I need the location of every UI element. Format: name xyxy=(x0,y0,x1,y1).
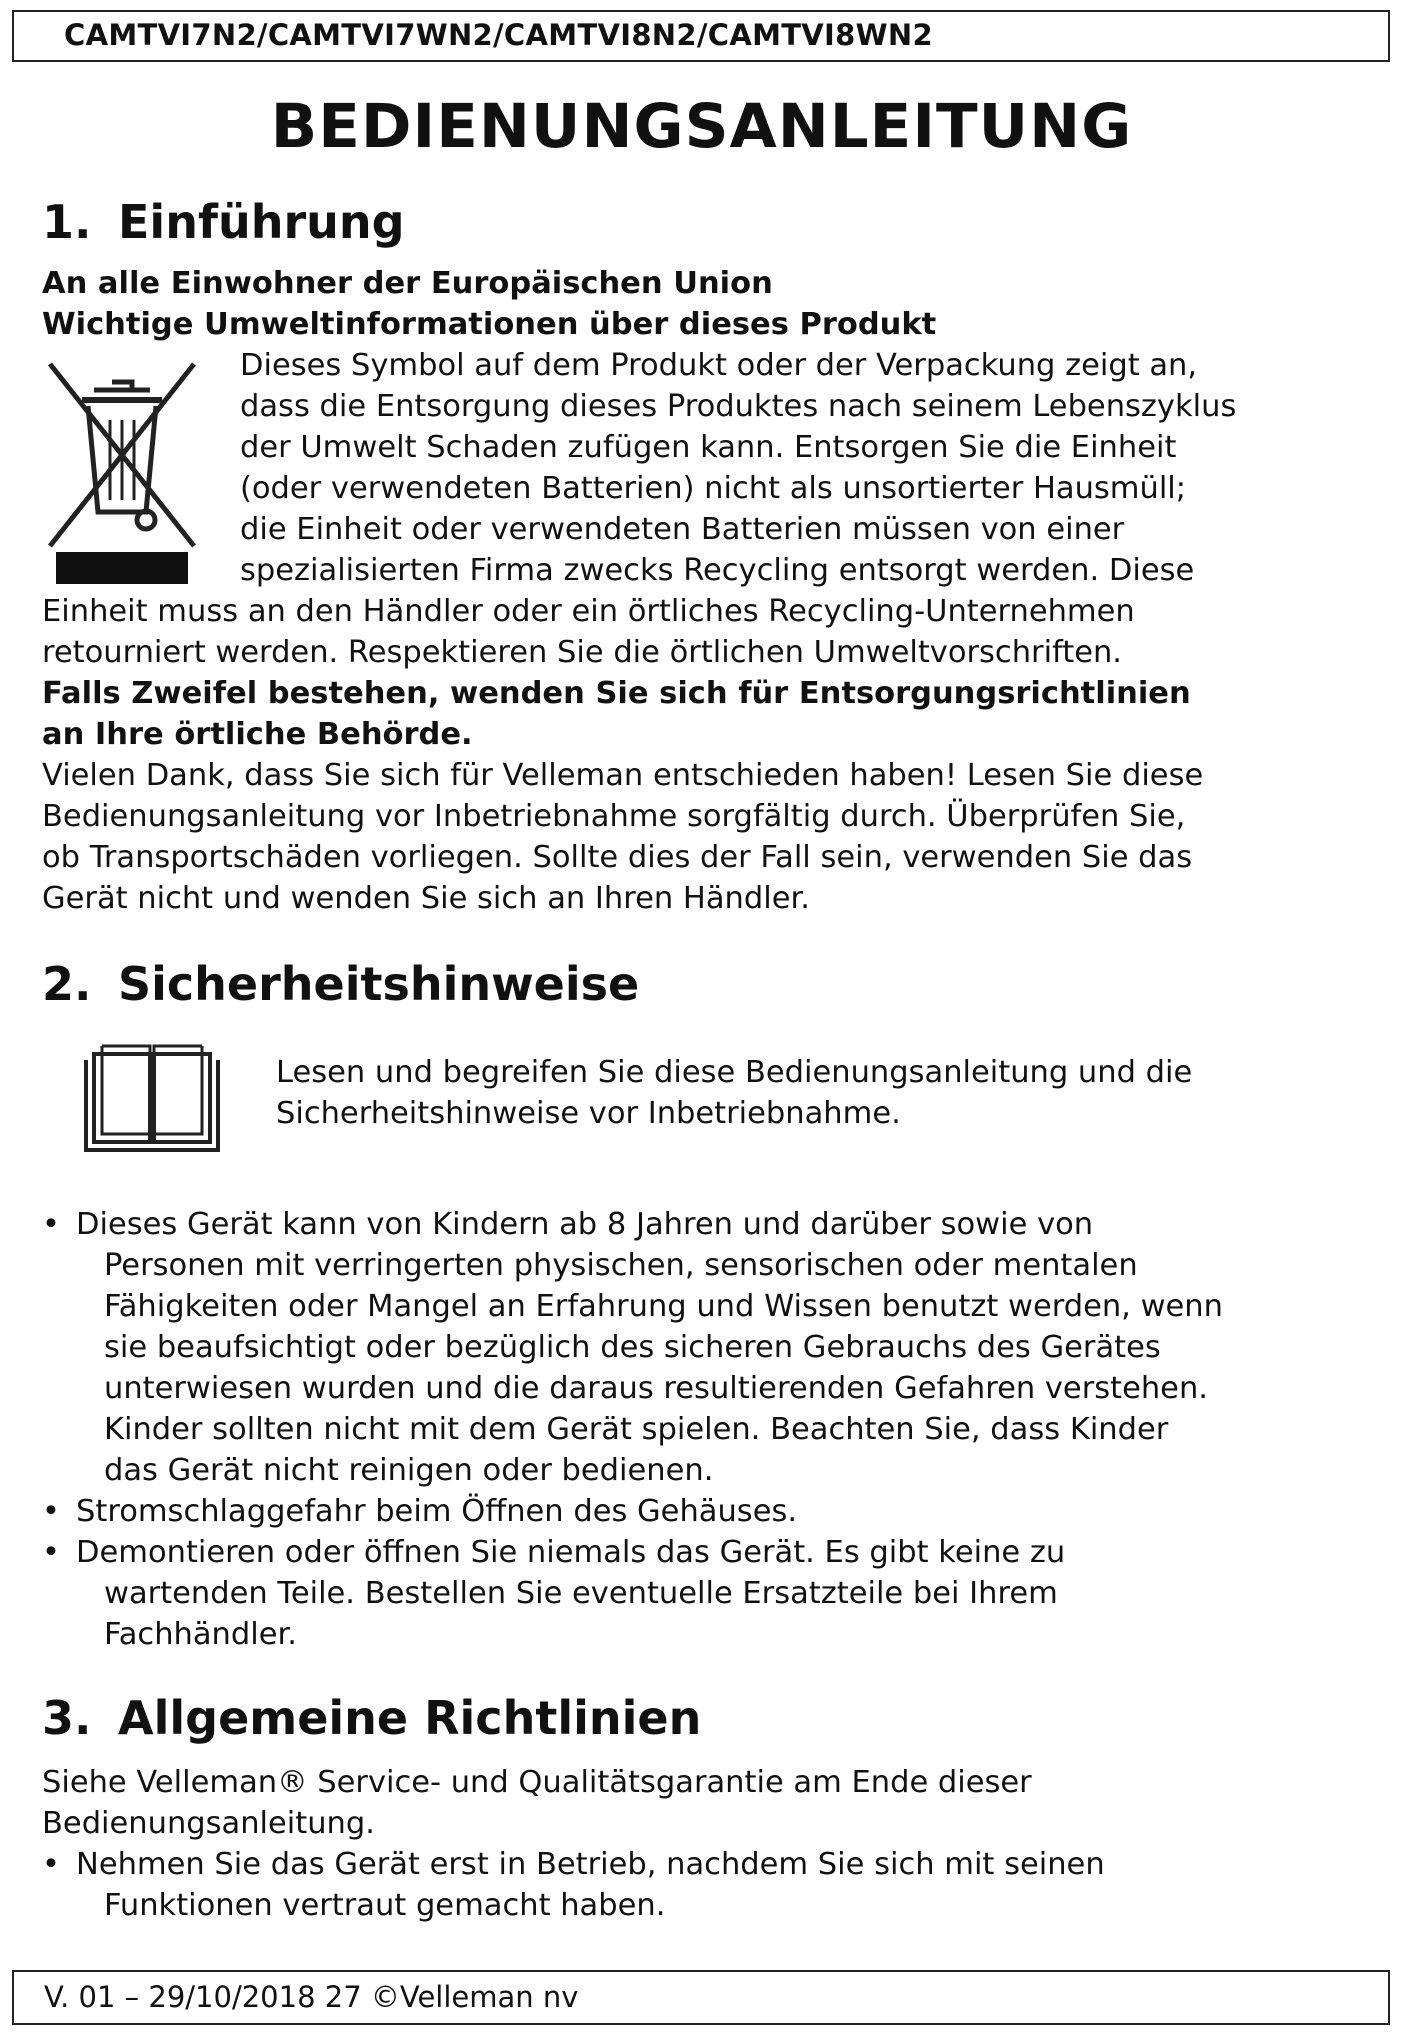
read-manual-line-1: Lesen und begreifen Sie diese Bedienungsanleitung und die xyxy=(276,1055,1193,1090)
section-3-number: 3. xyxy=(42,1691,92,1745)
section-2-heading xyxy=(42,956,639,1012)
section-3-title: Allgemeine Richtlinien xyxy=(118,1691,702,1745)
safety-bullet-3-line-1: Demontieren oder öffnen Sie niemals das Gerät. Es gibt keine zu xyxy=(76,1535,1066,1570)
read-manual-line-2: Sicherheitshinweise vor Inbetriebnahme. xyxy=(276,1096,901,1131)
safety-bullet-1-line-1: Dieses Gerät kann von Kindern ab 8 Jahren und darüber sowie von xyxy=(76,1207,1094,1242)
guarantee-line-2: Bedienungsanleitung. xyxy=(42,1806,375,1841)
section-1-heading xyxy=(42,194,405,250)
crossed-out-wheelie-bin-icon xyxy=(42,356,202,591)
eu-residents-line: An alle Einwohner der Europäischen Union xyxy=(42,266,773,301)
safety-bullet-1-line-5: unterwiesen wurden und die daraus resultierenden Gefahren verstehen. xyxy=(104,1371,1208,1406)
safety-bullet-1-line-3: Fähigkeiten oder Mangel an Erfahrung und Wissen benutzt werden, wenn xyxy=(104,1289,1223,1324)
bullet-marker: • xyxy=(42,1847,60,1882)
open-book-icon xyxy=(82,1040,222,1156)
safety-bullet-1-line-6: Kinder sollten nicht mit dem Gerät spielen. Beachten Sie, dass Kinder xyxy=(104,1412,1169,1447)
section-1-title: Einführung xyxy=(118,195,405,249)
environment-info-line: Wichtige Umweltinformationen über dieses Produkt xyxy=(42,307,937,342)
document-title: BEDIENUNGSANLEITUNG xyxy=(270,91,1133,162)
model-numbers: CAMTVI7N2/CAMTVI7WN2/CAMTVI8N2/CAMTVI8WN2 xyxy=(64,18,933,52)
doubt-notice-line-2: an Ihre örtliche Behörde. xyxy=(42,717,473,752)
guideline-bullet-1-line-2: Funktionen vertraut gemacht haben. xyxy=(104,1888,666,1923)
section-2-number: 2. xyxy=(42,957,92,1011)
weee-text-line-1: Dieses Symbol auf dem Produkt oder der Verpackung zeigt an, xyxy=(240,348,1198,383)
bullet-marker: • xyxy=(42,1535,60,1570)
footer-version-page-copyright: V. 01 – 29/10/2018 27 ©Velleman nv xyxy=(44,1980,579,2014)
page-footer xyxy=(12,1970,1390,2025)
section-1-number: 1. xyxy=(42,195,92,249)
safety-bullet-1-line-7: das Gerät nicht reinigen oder bedienen. xyxy=(104,1453,714,1488)
guideline-bullet-1-line-1: Nehmen Sie das Gerät erst in Betrieb, nachdem Sie sich mit seinen xyxy=(76,1847,1105,1882)
safety-bullet-2-line-1: Stromschlaggefahr beim Öffnen des Gehäuses. xyxy=(76,1494,798,1529)
safety-bullet-3-line-2: wartenden Teile. Bestellen Sie eventuelle Ersatzteile bei Ihrem xyxy=(104,1576,1058,1611)
weee-text-line-5: die Einheit oder verwendeten Batterien müssen von einer xyxy=(240,512,1125,547)
weee-text-line-3: der Umwelt Schaden zufügen kann. Entsorgen Sie die Einheit xyxy=(240,430,1177,465)
weee-text-line-7: Einheit muss an den Händler oder ein örtliches Recycling-Unternehmen xyxy=(42,594,1135,629)
safety-bullet-3-line-3: Fachhändler. xyxy=(104,1617,297,1652)
bullet-marker: • xyxy=(42,1207,60,1242)
safety-bullet-1-line-4: sie beaufsichtigt oder bezüglich des sicheren Gebrauchs des Gerätes xyxy=(104,1330,1161,1365)
weee-text-line-2: dass die Entsorgung dieses Produktes nach seinem Lebenszyklus xyxy=(240,389,1237,424)
thanks-line-2: Bedienungsanleitung vor Inbetriebnahme sorgfältig durch. Überprüfen Sie, xyxy=(42,799,1186,834)
thanks-line-3: ob Transportschäden vorliegen. Sollte dies der Fall sein, verwenden Sie das xyxy=(42,840,1193,875)
weee-text-line-6: spezialisierten Firma zwecks Recycling entsorgt werden. Diese xyxy=(240,553,1195,588)
bullet-marker: • xyxy=(42,1494,60,1529)
model-header xyxy=(12,10,1390,62)
doubt-notice-line-1: Falls Zweifel bestehen, wenden Sie sich für Entsorgungsrichtlinien xyxy=(42,676,1191,711)
thanks-line-4: Gerät nicht und wenden Sie sich an Ihren Händler. xyxy=(42,881,810,916)
section-3-heading xyxy=(42,1690,701,1746)
safety-bullet-1-line-2: Personen mit verringerten physischen, sensorischen oder mentalen xyxy=(104,1248,1138,1283)
section-2-title: Sicherheitshinweise xyxy=(118,957,640,1011)
weee-text-line-8: retourniert werden. Respektieren Sie die örtlichen Umweltvorschriften. xyxy=(42,635,1122,670)
thanks-line-1: Vielen Dank, dass Sie sich für Velleman entschieden haben! Lesen Sie diese xyxy=(42,758,1204,793)
weee-text-line-4: (oder verwendeten Batterien) nicht als unsortierter Hausmüll; xyxy=(240,471,1187,506)
guarantee-line-1: Siehe Velleman® Service- und Qualitätsgarantie am Ende dieser xyxy=(42,1765,1032,1800)
